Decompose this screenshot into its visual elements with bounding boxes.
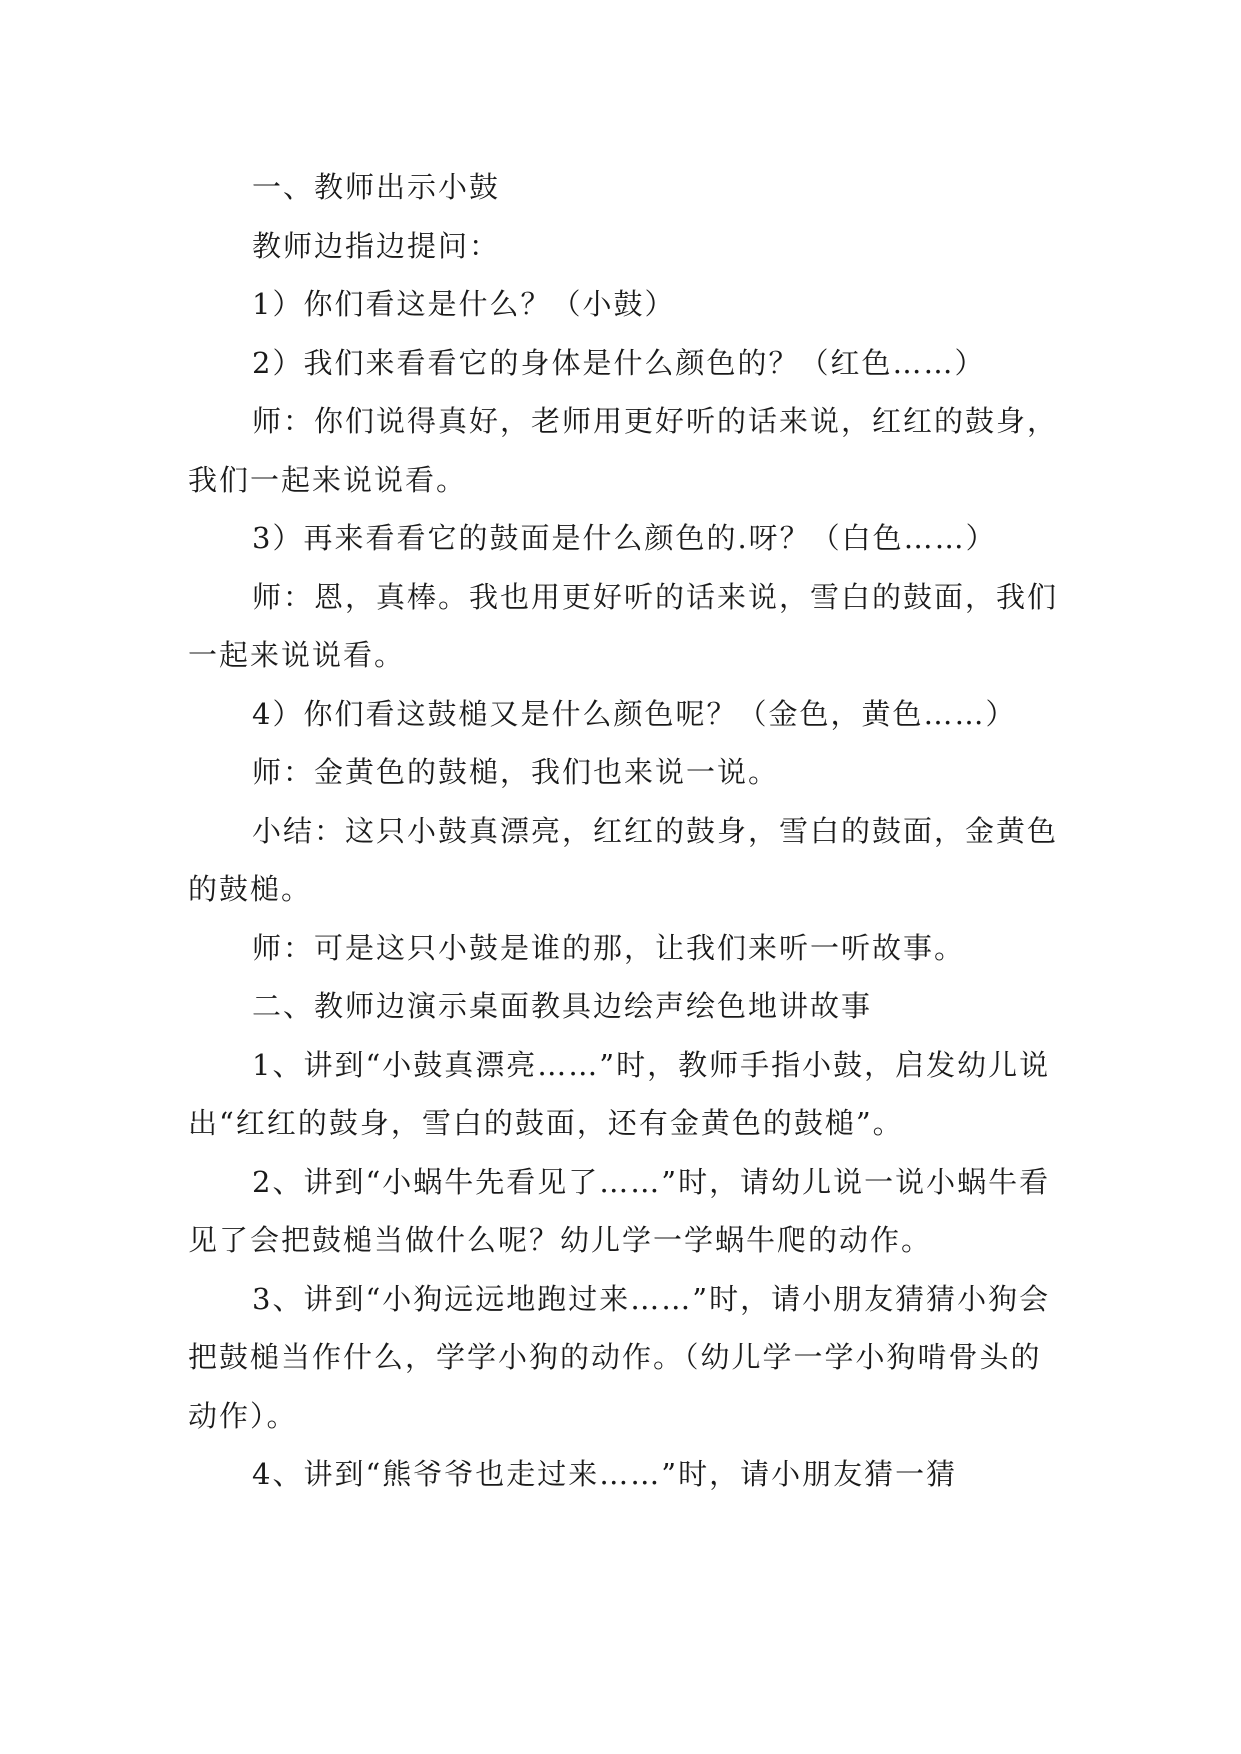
story-step-4: 4、讲到“熊爷爷也走过来……”时，请小朋友猜一猜 bbox=[252, 1457, 958, 1491]
story-step-3: 3、讲到“小狗远远地跑过来……”时，请小朋友猜猜小狗会把鼓槌当作什么，学学小狗的动作。（幼儿学一学小狗啃骨头的动作）。 bbox=[188, 1281, 1051, 1433]
summary-paragraph: 小结：这只小鼓真漂亮，红红的鼓身，雪白的鼓面，金黄色的鼓槌。 bbox=[188, 813, 1059, 906]
teacher-line: 师：可是这只小鼓是谁的那，让我们来听一听故事。 bbox=[252, 930, 966, 965]
story-step-1: 1、讲到“小鼓真漂亮……”时，教师手指小鼓，启发幼儿说出“红红的鼓身，雪白的鼓面，还有金黄色的鼓槌”。 bbox=[188, 1047, 1051, 1140]
paragraph: 教师边指边提问： bbox=[252, 228, 501, 263]
document-body bbox=[188, 158, 1068, 1504]
story-step-2: 2、讲到“小蜗牛先看见了……”时，请幼儿说一说小蜗牛看见了会把鼓槌当做什么呢？幼儿学一学蜗牛爬的动作。 bbox=[188, 1164, 1051, 1257]
section-heading-2: 二、教师边演示桌面教具边绘声绘色地讲故事 bbox=[252, 989, 873, 1023]
question-item-3: 3）再来看看它的鼓面是什么颜色的.呀？（白色……） bbox=[252, 521, 997, 555]
teacher-line: 师：恩，真棒。我也用更好听的话来说，雪白的鼓面，我们一起来说说看。 bbox=[188, 579, 1059, 672]
question-item-2: 2）我们来看看它的身体是什么颜色的？（红色……） bbox=[252, 345, 986, 380]
teacher-line: 师：金黄色的鼓槌，我们也来说一说。 bbox=[252, 755, 780, 789]
teacher-line: 师：你们说得真好，老师用更好听的话来说，红红的鼓身，我们一起来说说看。 bbox=[188, 404, 1059, 497]
section-heading-1: 一、教师出示小鼓 bbox=[252, 170, 501, 204]
question-item-1: 1）你们看这是什么？（小鼓） bbox=[252, 287, 676, 321]
question-item-4: 4）你们看这鼓槌又是什么颜色呢？（金色，黄色……） bbox=[252, 696, 1017, 731]
